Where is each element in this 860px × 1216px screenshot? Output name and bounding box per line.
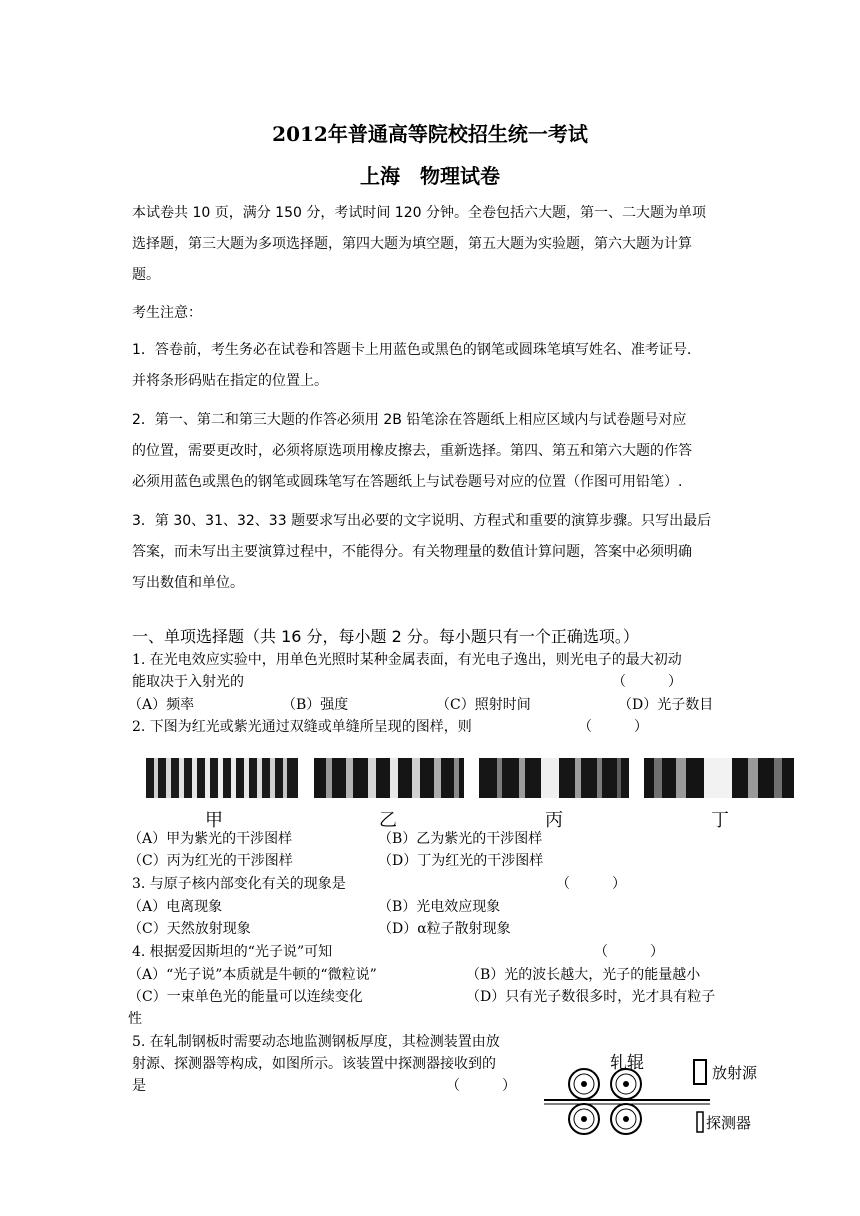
pattern-label-jia: 甲 <box>205 810 223 831</box>
option-d: （D）只有光子数很多时，光才具有粒子 <box>466 989 716 1005</box>
detector-label: 探测器 <box>706 1114 752 1132</box>
option-b: （B）光电效应现象 <box>378 899 501 915</box>
option-d-continued: 性 <box>128 1011 142 1027</box>
notice-item: 答案，而未写出主要演算过程中，不能得分。有关物理量的数值计算问题，答案中必须明确 <box>132 544 692 560</box>
notice-label: 考生注意： <box>132 305 202 321</box>
option-d: （D）α粒子散射现象 <box>378 921 511 937</box>
question-1-stem: 1. 在光电效应实验中，用单色光照时某种金属表面，有光电子逸出，则光电子的最大初动 <box>132 652 682 668</box>
intro-line: 题。 <box>132 267 160 283</box>
question-4-stem: 4. 根据爱因斯坦的“光子说”可知 <box>132 944 333 960</box>
question-5-stem: 5. 在轧制钢板时需要动态地监测钢板厚度，其检测装置由放 <box>132 1034 500 1050</box>
option-c: （C）丙为红光的干涉图样 <box>128 853 293 869</box>
exam-title: 2012年普通高等院校招生统一考试 <box>272 122 588 146</box>
answer-bracket: （ ） <box>612 674 682 690</box>
option-d: （D）光子数目 <box>618 697 714 713</box>
question-5-stem: 是 <box>132 1078 146 1094</box>
pattern-label-yi: 乙 <box>379 810 397 831</box>
option-d: （D）丁为红光的干涉图样 <box>378 853 544 869</box>
notice-item: 2．第一、第二和第三大题的作答必须用 2B 铅笔涂在答题纸上相应区域内与试卷题号对应 <box>132 412 687 428</box>
option-b: （B）强度 <box>282 697 349 713</box>
option-c: （C）一束单色光的能量可以连续变化 <box>128 989 363 1005</box>
answer-bracket: （ ） <box>446 1078 516 1094</box>
roller-label: 轧辊 <box>610 1053 644 1073</box>
option-a: （A）“光子说”本质就是牛顿的“微粒说” <box>128 967 377 983</box>
pattern-ding-image <box>644 758 794 798</box>
notice-item: 必须用蓝色或黑色的钢笔或圆珠笔写在答题纸上与试卷题号对应的位置（作图可用铅笔）. <box>132 474 683 490</box>
question-5-stem: 射源、探测器等构成，如图所示。该装置中探测器接收到的 <box>132 1056 496 1072</box>
intro-line: 本试卷共 10 页，满分 150 分，考试时间 120 分钟。全卷包括六大题，第一、二大题为单项 <box>132 205 706 221</box>
option-c: （C）天然放射现象 <box>128 921 251 937</box>
question-3-stem: 3. 与原子核内部变化有关的现象是 <box>132 876 346 892</box>
option-a: （A）甲为紫光的干涉图样 <box>128 831 293 847</box>
pattern-label-ding: 丁 <box>711 810 729 831</box>
pattern-label-bing: 丙 <box>545 810 563 831</box>
pattern-yi-image <box>314 758 464 798</box>
rolling-mill-diagram <box>540 1046 780 1142</box>
answer-bracket: （ ） <box>556 876 626 892</box>
notice-item: 3．第 30、31、32、33 题要求写出必要的文字说明、方程式和重要的演算步骤。只写出最后 <box>132 513 712 529</box>
option-c: （C）照射时间 <box>436 697 531 713</box>
answer-bracket: （ ） <box>594 944 664 960</box>
answer-bracket: （ ） <box>578 719 648 735</box>
pattern-bing-image <box>479 758 629 798</box>
option-a: （A）频率 <box>128 697 195 713</box>
question-2-stem: 2. 下图为红光或紫光通过双缝或单缝所呈现的图样，则 <box>132 719 472 735</box>
intro-line: 选择题，第三大题为多项选择题，第四大题为填空题，第五大题为实验题，第六大题为计算 <box>132 236 692 252</box>
option-b: （B）乙为紫光的干涉图样 <box>378 831 543 847</box>
option-a: （A）电离现象 <box>128 899 223 915</box>
notice-item: 并将条形码贴在指定的位置上。 <box>132 373 328 389</box>
pattern-jia-image <box>146 758 298 798</box>
notice-item: 的位置，需要更改时，必须将原选项用橡皮擦去，重新选择。第四、第五和第六大题的作答 <box>132 443 692 459</box>
question-1-stem: 能取决于入射光的 <box>132 674 244 690</box>
section-heading: 一、单项选择题（共 16 分，每小题 2 分。每小题只有一个正确选项。） <box>132 627 639 646</box>
notice-item: 写出数值和单位。 <box>132 575 244 591</box>
notice-item: 1．答卷前，考生务必在试卷和答题卡上用蓝色或黑色的钢笔或圆珠笔填写姓名、准考证号. <box>132 342 692 358</box>
option-b: （B）光的波长越大，光子的能量越小 <box>466 967 701 983</box>
exam-subtitle: 上海 物理试卷 <box>360 164 500 188</box>
source-label: 放射源 <box>712 1064 758 1082</box>
